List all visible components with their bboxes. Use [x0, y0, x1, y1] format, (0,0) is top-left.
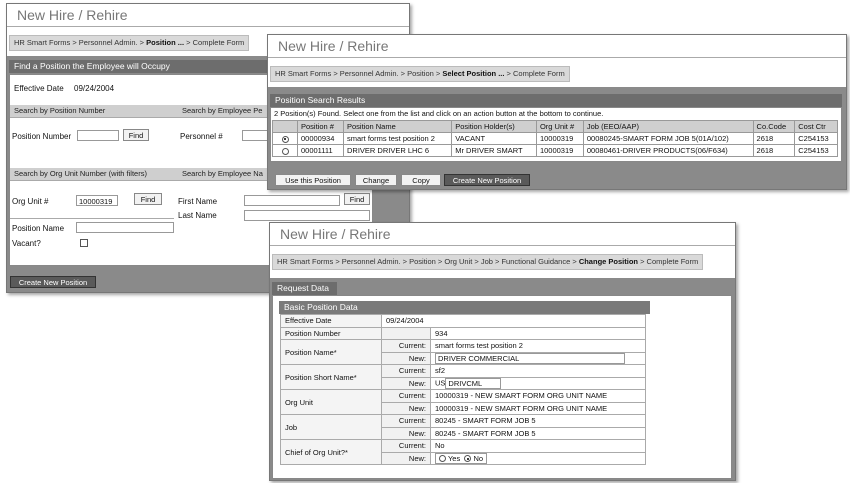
breadcrumb-path: HR Smart Forms > Personnel Admin. > [14, 38, 147, 47]
breadcrumb-next: > Complete Form [637, 257, 699, 266]
org-unit-current: 10000319 - NEW SMART FORM ORG UNIT NAME [431, 390, 646, 403]
position-short-name-new-input[interactable]: DRIVCML [445, 378, 501, 389]
new-label: New: [382, 402, 431, 415]
breadcrumb [9, 35, 249, 51]
first-name-input[interactable] [244, 195, 340, 206]
chief-current: No [431, 440, 646, 453]
change-button[interactable]: Change [355, 174, 397, 186]
breadcrumb-next: > Complete Form [184, 38, 245, 47]
current-label: Current: [382, 440, 431, 453]
first-name-label: First Name [178, 197, 218, 206]
current-label: Current: [382, 415, 431, 428]
org-unit-label: Org Unit [281, 390, 382, 415]
window-title: New Hire / Rehire [268, 35, 846, 58]
use-this-position-button[interactable]: Use this Position [275, 174, 351, 186]
window-title: New Hire / Rehire [270, 223, 735, 246]
cell-position-name: DRIVER DRIVER LHC 6 [344, 145, 452, 157]
divider [10, 218, 174, 219]
personnel-number-label: Personnel # [180, 132, 223, 141]
cell-cost-ctr: C254153 [795, 133, 838, 145]
chief-no-label: No [473, 453, 484, 463]
new-label: New: [382, 427, 431, 440]
position-search-window [267, 34, 847, 190]
chief-no-radio[interactable] [464, 455, 471, 462]
position-name-label: Position Name [12, 224, 65, 233]
cell-job: 00080245-SMART FORM JOB 5(01A/102) [583, 133, 753, 145]
org-unit-new: 10000319 - NEW SMART FORM ORG UNIT NAME [431, 402, 646, 415]
job-new: 80245 - SMART FORM JOB 5 [431, 427, 646, 440]
section-header: Position Search Results [270, 94, 842, 107]
position-number-value: 934 [431, 327, 646, 340]
job-label: Job [281, 415, 382, 440]
col-position-holders: Position Holder(s) [452, 121, 537, 133]
cell-position-number: 00001111 [298, 145, 344, 157]
position-name-current: smart forms test position 2 [431, 340, 646, 353]
breadcrumb-next: > Complete Form [504, 69, 565, 78]
chief-new-cell [431, 452, 646, 465]
results-count-text: 2 Position(s) Found. Select one from the list and click on an action button at the bottom to continue. [274, 109, 604, 118]
position-name-input[interactable] [76, 222, 174, 233]
create-new-position-button[interactable]: Create New Position [10, 276, 96, 288]
cell-position-holders: Mr DRIVER SMART [452, 145, 537, 157]
radio-unselected-icon[interactable] [282, 148, 289, 155]
chief-yes-radio[interactable] [439, 455, 446, 462]
create-new-position-button[interactable]: Create New Position [444, 174, 530, 186]
col-cost-ctr: Cost Ctr [795, 121, 838, 133]
chief-of-org-unit-label: Chief of Org Unit?* [281, 440, 382, 465]
position-name-new-cell [431, 352, 646, 365]
position-number-label: Position Number [281, 327, 382, 340]
cell-position-number: 00000934 [298, 133, 344, 145]
position-name-label: Position Name* [281, 340, 382, 365]
cell-org-unit: 10000319 [536, 145, 583, 157]
results-table [272, 120, 838, 157]
col-position-name: Position Name [344, 121, 452, 133]
search-by-employee-pernr-header: Search by Employee Pe [178, 105, 370, 118]
cell-cost-ctr: C254153 [795, 145, 838, 157]
effective-date-value: 09/24/2004 [74, 84, 115, 93]
cell-job: 00080461-DRIVER PRODUCTS(06/F634) [583, 145, 753, 157]
spacer [382, 327, 431, 340]
breadcrumb [272, 254, 703, 270]
breadcrumb [270, 66, 570, 82]
tab-request-data[interactable]: Request Data [272, 282, 337, 295]
effective-date-label: Effective Date [281, 315, 382, 328]
find-position-number-button[interactable]: Find [123, 129, 149, 141]
cell-position-holders: VACANT [452, 133, 537, 145]
breadcrumb-current: Select Position ... [442, 69, 505, 78]
cell-org-unit: 10000319 [536, 133, 583, 145]
breadcrumb-path: HR Smart Forms > Personnel Admin. > Position > Org Unit > Job > Functional Guidance > [277, 257, 579, 266]
new-label: New: [382, 352, 431, 365]
breadcrumb-current: Position ... [146, 38, 185, 47]
change-position-window [269, 222, 736, 481]
current-label: Current: [382, 340, 431, 353]
section-header: Find a Position the Employee will Occupy [9, 60, 377, 73]
col-org-unit: Org Unit # [536, 121, 583, 133]
short-name-prefix: US [435, 378, 446, 388]
results-header-row [273, 121, 838, 133]
new-label: New: [382, 377, 431, 390]
position-number-input[interactable] [77, 130, 119, 141]
job-current: 80245 - SMART FORM JOB 5 [431, 415, 646, 428]
org-unit-label: Org Unit # [12, 197, 49, 206]
table-row[interactable] [273, 145, 838, 157]
position-short-name-new-cell [431, 377, 646, 390]
row-select-radio[interactable] [273, 133, 298, 145]
window-title: New Hire / Rehire [7, 4, 409, 27]
effective-date-label: Effective Date [14, 84, 64, 93]
chief-radio-group [435, 453, 487, 464]
chief-yes-label: Yes [447, 453, 461, 463]
current-label: Current: [382, 390, 431, 403]
last-name-input[interactable] [244, 210, 370, 221]
breadcrumb-path: HR Smart Forms > Personnel Admin. > Position > [275, 69, 443, 78]
find-name-button[interactable]: Find [344, 193, 370, 205]
table-row[interactable] [273, 133, 838, 145]
search-by-org-unit-header: Search by Org Unit Number (with filters) [10, 168, 178, 181]
vacant-checkbox[interactable] [80, 239, 88, 247]
basic-position-data-header: Basic Position Data [279, 301, 650, 314]
effective-date-value: 09/24/2004 [382, 315, 646, 328]
find-org-unit-button[interactable]: Find [134, 193, 162, 205]
org-unit-input[interactable]: 10000319 [76, 195, 118, 206]
vacant-label: Vacant? [12, 239, 41, 248]
cell-co-code: 2618 [753, 145, 795, 157]
position-short-name-current: sf2 [431, 365, 646, 378]
copy-button[interactable]: Copy [401, 174, 441, 186]
breadcrumb-current: Change Position [578, 257, 638, 266]
col-job: Job (EEO/AAP) [583, 121, 753, 133]
position-number-label: Position Number [12, 132, 72, 141]
cell-co-code: 2618 [753, 133, 795, 145]
basic-position-table [280, 314, 646, 465]
col-co-code: Co.Code [753, 121, 795, 133]
col-position-number: Position # [298, 121, 344, 133]
last-name-label: Last Name [178, 211, 217, 220]
cell-position-name: smart forms test position 2 [344, 133, 452, 145]
radio-selected-icon[interactable] [282, 136, 289, 143]
search-by-position-number-header: Search by Position Number [10, 105, 178, 118]
position-short-name-label: Position Short Name* [281, 365, 382, 390]
search-by-employee-name-header: Search by Employee Na [178, 168, 370, 181]
new-label: New: [382, 452, 431, 465]
row-select-radio[interactable] [273, 145, 298, 157]
current-label: Current: [382, 365, 431, 378]
col-select [273, 121, 298, 133]
position-name-new-input[interactable]: DRIVER COMMERCIAL [435, 353, 625, 364]
